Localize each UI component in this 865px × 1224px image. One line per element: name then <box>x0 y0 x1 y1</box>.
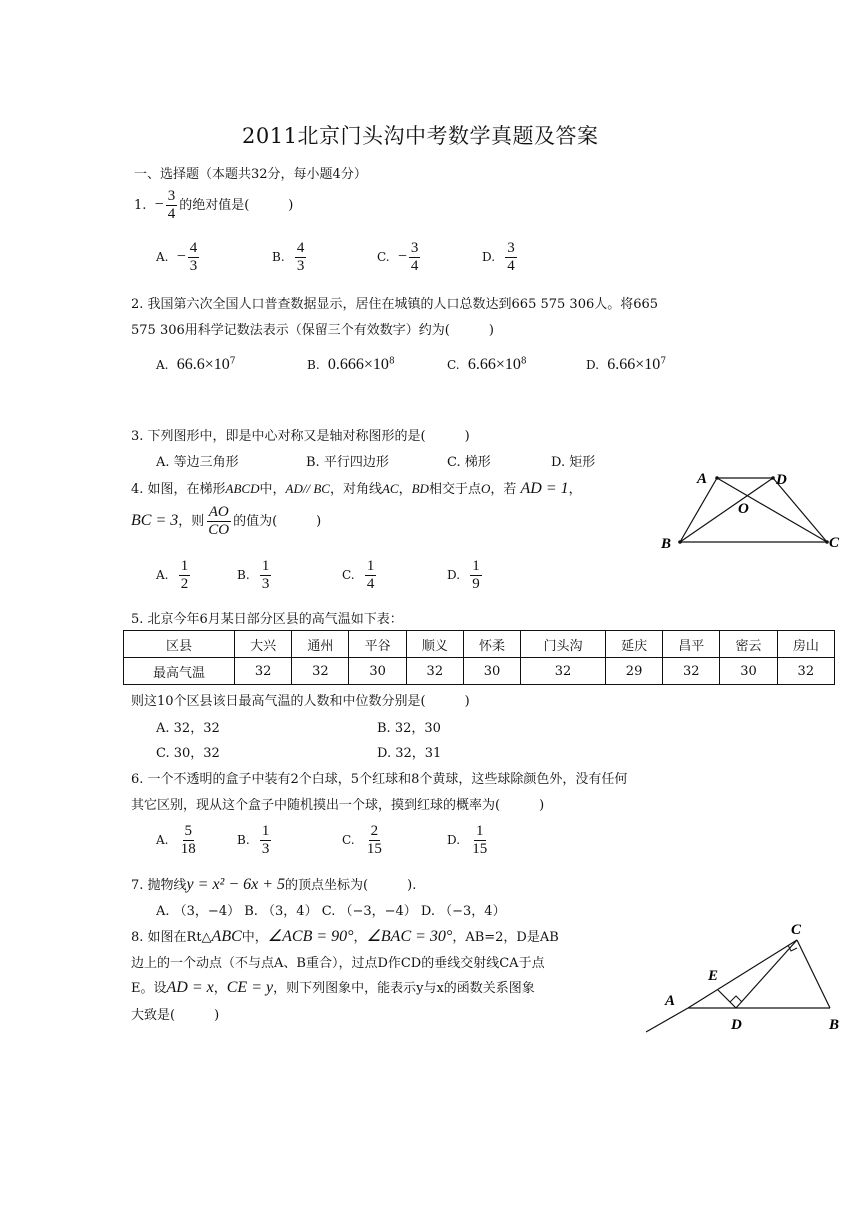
q4-option-c: C. $\frac{1}{4}$ <box>342 558 375 592</box>
temperature-table <box>123 630 835 685</box>
question-5: 5. 北京今年6月某日部分区县的高气温如下表： <box>131 612 403 627</box>
question-6-line1: 6. 一个不透明的盒子中装有2个白球，5个红球和8个黄球，这些球除颜色外，没有任何 <box>131 772 628 787</box>
question-3: 3. 下列图形中，即是中心对称又是轴对称图形的是( ) <box>131 429 470 444</box>
label-c: C <box>791 922 802 938</box>
label-o: O <box>738 501 749 517</box>
label-d: D <box>731 1017 742 1033</box>
q2-option-d: D. $6.66\times 10^7$ <box>586 356 667 373</box>
question-8-line1: 8. 如图在Rt△ABC中，∠ACB = 90°，∠BAC = 30°，AB=2，D是AB <box>131 928 559 945</box>
q6-option-c: C. $\frac{2}{15}$ <box>342 823 382 857</box>
question-2-line1: 2. 我国第六次全国人口普查数据显示，居住在城镇的人口总数达到665 575 306人。将665 <box>131 297 659 312</box>
label-b: B <box>661 536 672 552</box>
segment-cb <box>797 940 830 1008</box>
q3-option-d: D. 矩形 <box>551 455 596 470</box>
question-8-line2: 边上的一个动点（不与点A、B重合），过点D作CD的垂线交射线CA于点 <box>131 956 545 971</box>
q5-option-c: C. 30，32 <box>156 746 220 761</box>
label-d: D <box>776 472 787 488</box>
right-angle-mark-d <box>730 996 742 1002</box>
q3-option-b: B. 平行四边形 <box>306 455 389 470</box>
q3-option-a: A. 等边三角形 <box>156 455 239 470</box>
label-e: E <box>708 968 719 984</box>
label-a: A <box>665 993 676 1009</box>
table-row: 最高气温 32 32 30 32 30 32 29 32 30 32 <box>124 658 835 685</box>
q4-option-b: B. $\frac{1}{3}$ <box>237 558 270 592</box>
page-title: 2011北京门头沟中考数学真题及答案 <box>242 124 599 148</box>
q5-option-b: B. 32，30 <box>377 721 441 736</box>
question-1: 1. − $\frac{3}{4}$ 的绝对值是( ) <box>134 188 294 222</box>
q6-option-d: D. $\frac{1}{15}$ <box>447 823 488 857</box>
q4-option-d: D. $\frac{1}{9}$ <box>447 558 480 592</box>
q2-option-b: B. $0.666\times 10^8$ <box>307 356 395 373</box>
q2-option-c: C. $6.66\times 10^8$ <box>447 356 527 373</box>
q6-option-a: A. $\frac{5}{18}$ <box>156 823 196 857</box>
diagonal-ac <box>717 478 827 542</box>
segment-cd <box>736 940 797 1008</box>
q6-option-b: B. $\frac{1}{3}$ <box>237 823 270 857</box>
question-2-line2: 575 306用科学记数法表示（保留三个有效数字）约为( ) <box>131 323 494 338</box>
q7-options: A. （3，−4） B. （3，4） C. （−3，−4） D. （−3，4） <box>156 904 506 919</box>
label-b: B <box>829 1017 840 1033</box>
table-row: 区县 大兴 通州 平谷 顺义 怀柔 门头沟 延庆 昌平 密云 房山 <box>124 631 835 658</box>
right-triangle-figure <box>640 918 855 1043</box>
question-7: 7. 抛物线y = x² − 6x + 5的顶点坐标为( ). <box>131 876 417 893</box>
question-8-line4: 大致是( ) <box>131 1008 220 1023</box>
trapezoid-figure <box>650 462 850 557</box>
q1-option-a: A. − $\frac{4}{3}$ <box>156 240 198 274</box>
q2-option-a: A. $66.6\times 10^7$ <box>156 356 236 373</box>
label-a: A <box>697 471 708 487</box>
q1-option-d: D. $\frac{3}{4}$ <box>482 240 515 274</box>
q3-option-c: C. 梯形 <box>447 455 491 470</box>
q1-option-c: C. − $\frac{3}{4}$ <box>377 240 419 274</box>
label-c: C <box>829 535 840 551</box>
question-8-line3: E。设AD = x，CE = y，则下列图象中，能表示y与x的函数关系图象 <box>131 979 535 996</box>
q1-option-b: B. $\frac{4}{3}$ <box>272 240 305 274</box>
question-6-line2: 其它区别，现从这个盒子中随机摸出一个球，摸到红球的概率为( ) <box>131 798 545 813</box>
q5-option-a: A. 32，32 <box>156 721 220 736</box>
q4-option-a: A. $\frac{1}{2}$ <box>156 558 189 592</box>
segment-ab <box>680 478 717 542</box>
question-5-prompt: 则这10个区县该日最高气温的人数和中位数分别是( ) <box>131 694 470 709</box>
fraction-ao-co: $\frac{AO}{CO}$ <box>208 504 230 538</box>
question-4-line1: 4. 如图，在梯形ABCD中，AD// BC，对角线AC，BD相交于点O，若 AD = 1， <box>131 480 582 497</box>
ray-ca-extension <box>646 1008 688 1032</box>
section-heading: 一、选择题（本题共32分，每小题4分） <box>134 167 367 182</box>
segment-ac <box>688 940 797 1008</box>
fraction: $\frac{3}{4}$ <box>167 188 176 222</box>
question-4-line2: BC = 3，则 $\frac{AO}{CO}$ 的值为( ) <box>131 504 322 538</box>
diagonal-bd <box>680 478 773 542</box>
q5-option-d: D. 32，31 <box>377 746 442 761</box>
